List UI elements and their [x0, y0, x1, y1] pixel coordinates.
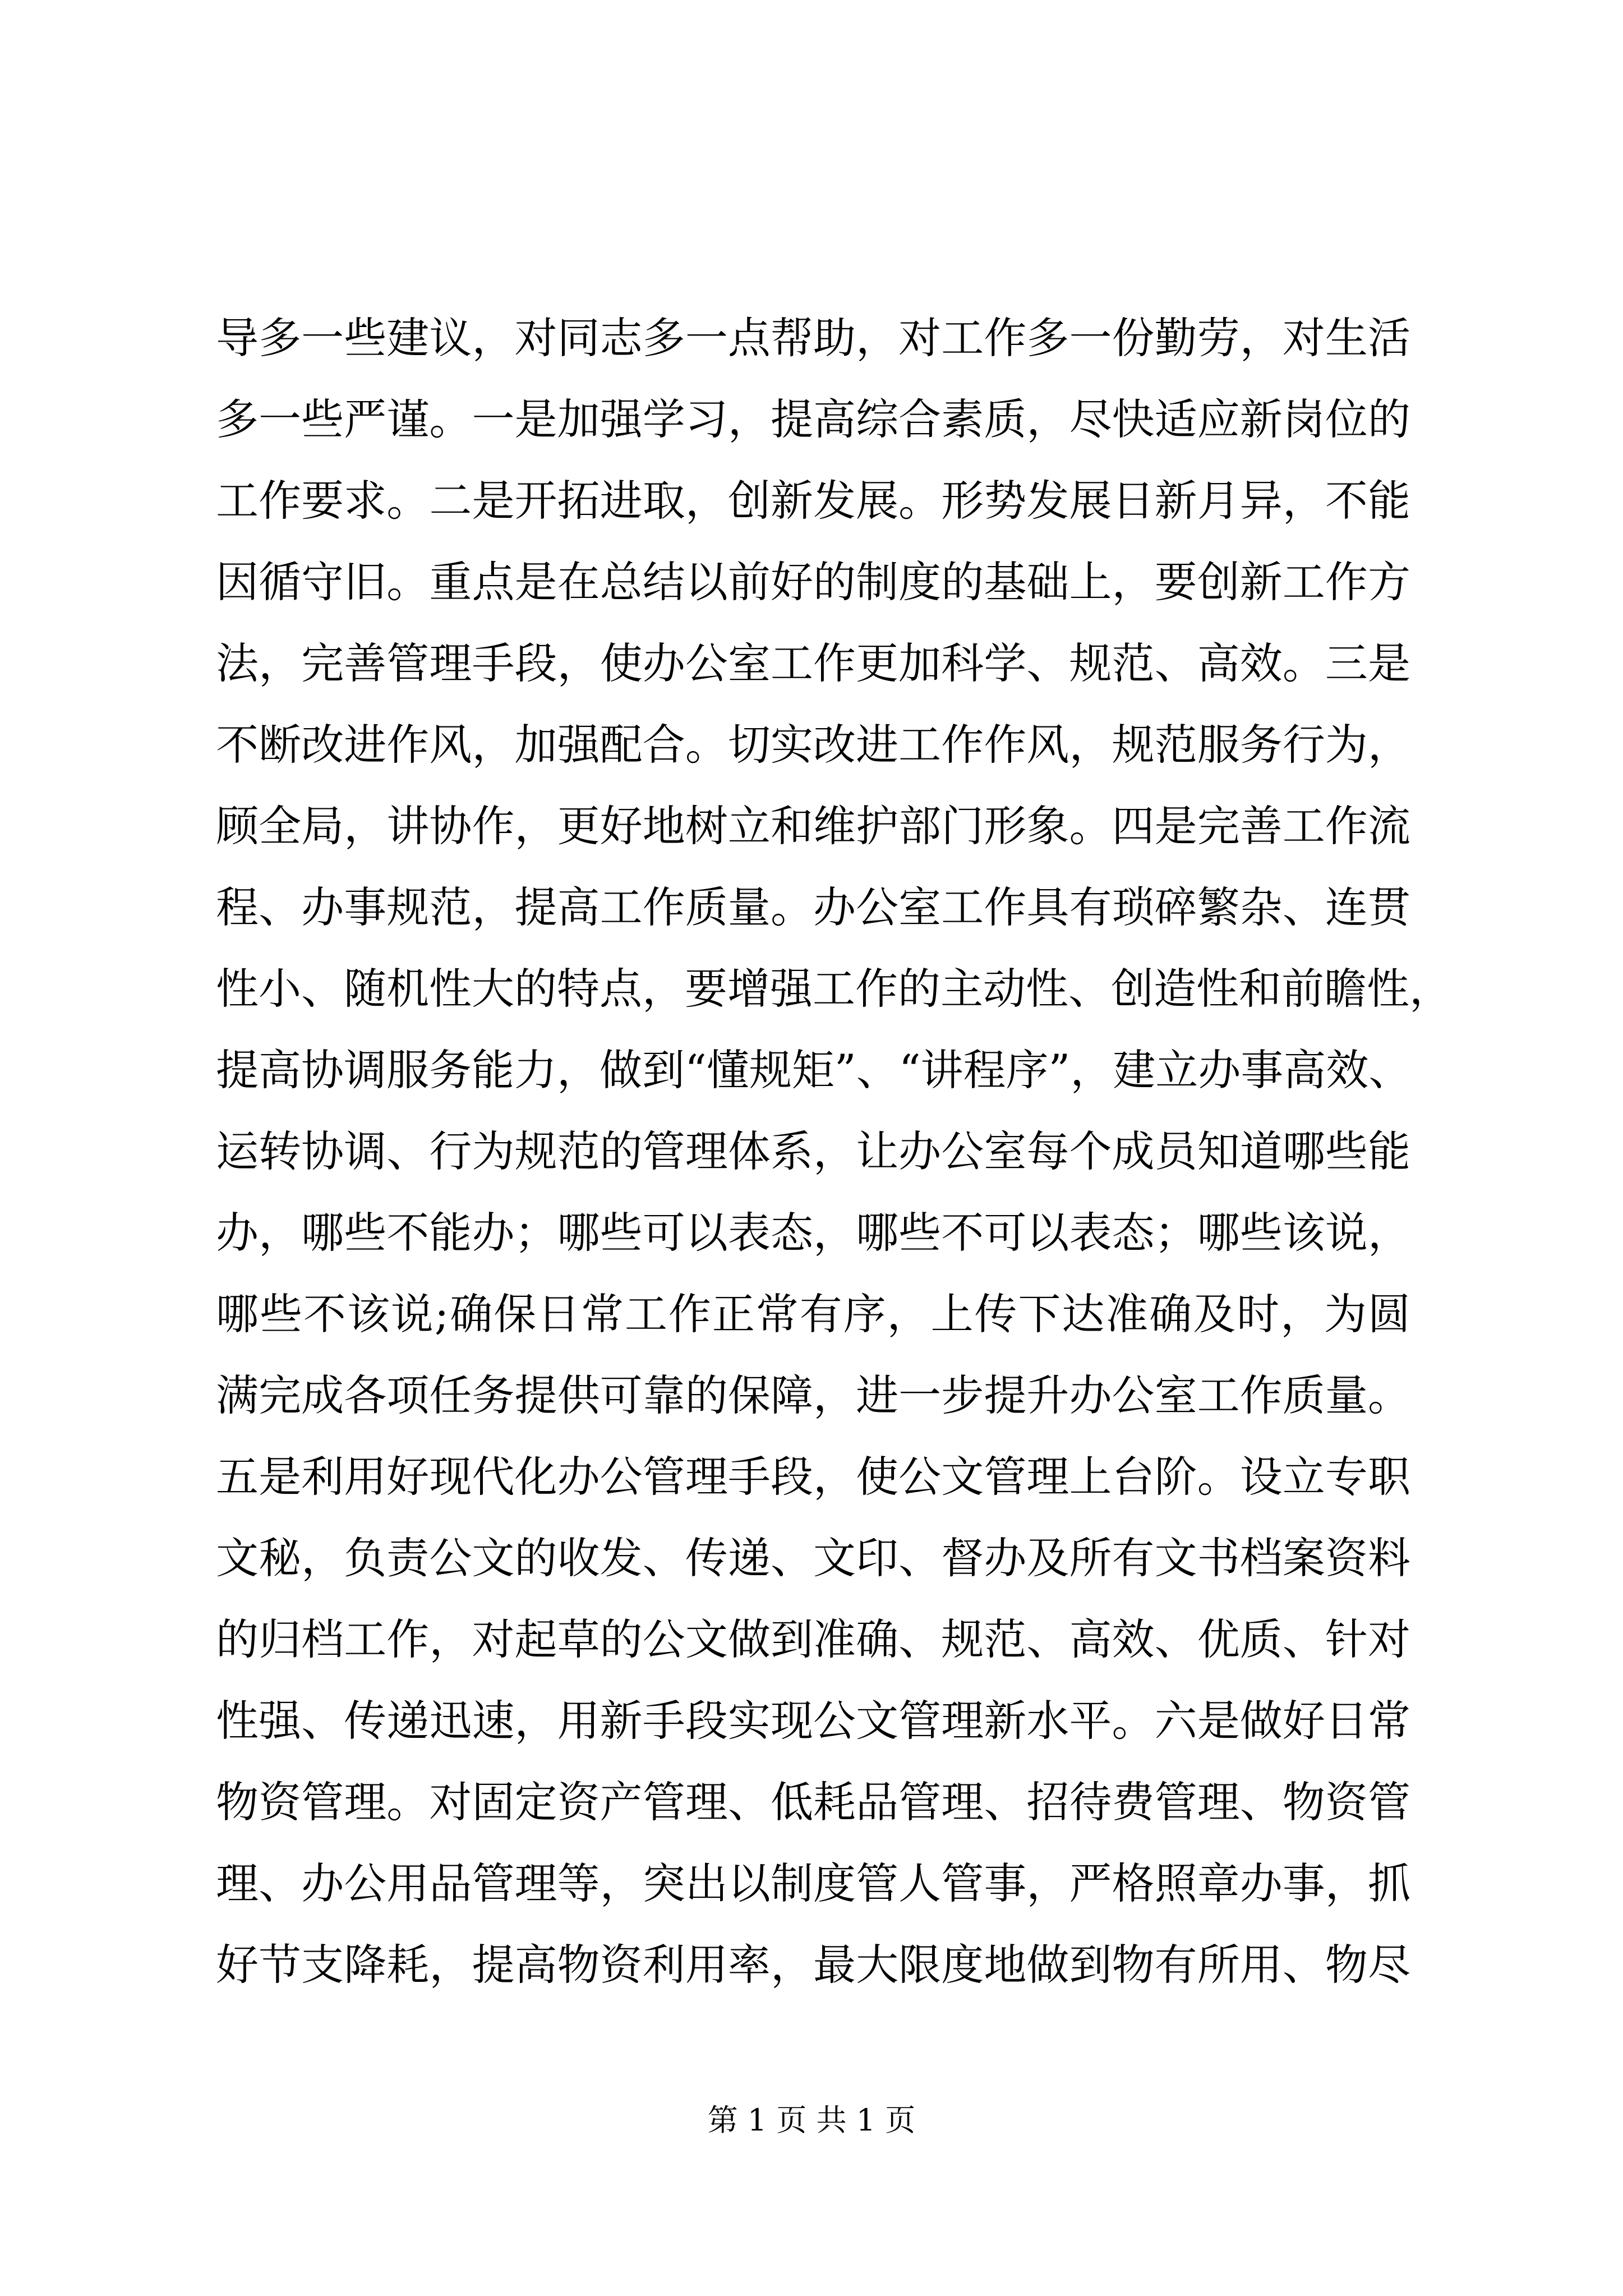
body-text	[216, 297, 1452, 2005]
text-line: 的归档工作，对起草的公文做到准确、规范、高效、优质、针对	[216, 1614, 1410, 1664]
text-line: 性强、传递迅速，用新手段实现公文管理新水平。六是做好日常	[216, 1696, 1410, 1746]
text-line: 工作要求。二是开拓进取，创新发展。形势发展日新月异，不能	[216, 476, 1410, 526]
text-line: 提高协调服务能力，做到“懂规矩”、“讲程序”，建立办事高效、	[216, 1045, 1412, 1095]
text-line: 程、办事规范，提高工作质量。办公室工作具有琐碎繁杂、连贯	[216, 882, 1410, 932]
text-line: 哪些不该说;确保日常工作正常有序，上传下达准确及时，为圆	[216, 1289, 1410, 1339]
text-line: 不断改进作风，加强配合。切实改进工作作风，规范服务行为，	[216, 720, 1410, 770]
text-line: 五是利用好现代化办公管理手段，使公文管理上台阶。设立专职	[216, 1452, 1410, 1502]
text-line: 因循守旧。重点是在总结以前好的制度的基础上，要创新工作方	[216, 557, 1410, 607]
text-line: 办，哪些不能办；哪些可以表态，哪些不可以表态；哪些该说，	[216, 1208, 1410, 1258]
page-footer: 第 1 页 共 1 页	[707, 2102, 916, 2138]
text-line: 满完成各项任务提供可靠的保障，进一步提升办公室工作质量。	[216, 1370, 1410, 1420]
text-line: 多一些严谨。一是加强学习，提高综合素质，尽快适应新岗位的	[216, 394, 1410, 444]
text-line: 物资管理。对固定资产管理、低耗品管理、招待费管理、物资管	[216, 1777, 1410, 1827]
text-line: 导多一些建议，对同志多一点帮助，对工作多一份勤劳，对生活	[216, 313, 1410, 363]
text-line: 理、办公用品管理等，突出以制度管人管事，严格照章办事，抓	[216, 1858, 1410, 1908]
text-line: 法，完善管理手段，使办公室工作更加科学、规范、高效。三是	[216, 638, 1410, 688]
text-line: 运转协调、行为规范的管理体系，让办公室每个成员知道哪些能	[216, 1126, 1410, 1176]
text-line: 好节支降耗，提高物资利用率，最大限度地做到物有所用、物尽	[216, 1940, 1410, 1990]
text-line: 文秘，负责公文的收发、传递、文印、督办及所有文书档案资料	[216, 1533, 1410, 1583]
text-line: 顾全局，讲协作，更好地树立和维护部门形象。四是完善工作流	[216, 801, 1410, 851]
text-line: 性小、随机性大的特点，要增强工作的主动性、创造性和前瞻性，	[216, 964, 1452, 1014]
